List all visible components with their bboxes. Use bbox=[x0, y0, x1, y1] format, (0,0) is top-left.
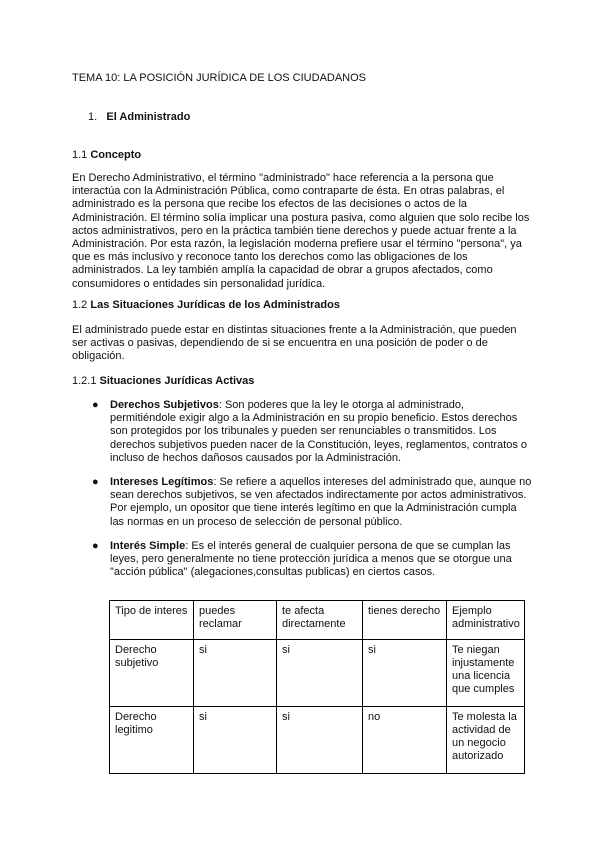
section-1-heading bbox=[88, 111, 190, 124]
bullet-icon: ● bbox=[92, 399, 99, 411]
document-title: TEMA 10: LA POSICIÓN JURÍDICA DE LOS CIUDADANOS bbox=[72, 72, 367, 84]
list-item-text: : Es el interés general de cualquier persona de que se cumplan las leyes, pero generalmente no tiene protección jurídica a menos que se otorgue una "acción pública" (alegaciones,consultas publicas) en ciertos casos. bbox=[110, 540, 512, 579]
section-1-1-title: Concepto bbox=[90, 149, 142, 161]
table-header-cell: tienes derecho bbox=[363, 601, 447, 640]
table-header-cell: Ejemplo administrativo bbox=[447, 601, 525, 640]
section-1-number: 1. bbox=[88, 111, 98, 123]
concepto-paragraph: En Derecho Administrativo, el término "administrado" hace referencia a la persona que interactúa con la Administración Pública, como contraparte de ésta. En otras palabras, el administrado es la persona que recibe los efectos de las decisiones o actos de la Administración. El término solía implicar una postura pasiva, como alguien que solo recibe los actos administrativos, pero en la práctica también tiene derechos y puede actuar frente a la Administración. Por esta razón, la legislación moderna prefiere usar el término "persona", ya que es más inclusivo y reconoce tanto los derechos como las obligaciones de los administrados. La ley también amplía la capacidad de obrar a grupos afectados, como consumidores o entidades sin personalidad jurídica. bbox=[72, 172, 530, 290]
table-header-cell: puedes reclamar bbox=[194, 601, 277, 640]
table-cell: si bbox=[194, 640, 277, 707]
table-header-row bbox=[110, 601, 525, 640]
table-cell: Derecho subjetivo bbox=[110, 640, 194, 707]
list-item bbox=[72, 476, 532, 529]
list-item bbox=[72, 540, 532, 580]
section-1-2-heading bbox=[72, 299, 340, 312]
table-cell: Derecho legitimo bbox=[110, 707, 194, 774]
bullet-icon: ● bbox=[92, 476, 99, 488]
section-1-2-title: Las Situaciones Jurídicas de los Administrados bbox=[90, 299, 340, 311]
table-header-cell: Tipo de interes bbox=[110, 601, 194, 640]
section-1-title: El Administrado bbox=[106, 111, 191, 123]
section-1-2-1-number: 1.2.1 bbox=[72, 375, 97, 387]
list-item-text: : Son poderes que la ley le otorga al administrado, permitiéndole exigir algo a la Administración en su propio beneficio. Estos derechos son protegidos por los tribunales y pueden ser renunciables o transmitidos. Los derechos subjetivos pueden nacer de la Constitución, leyes, reglamentos, contratos o incluso de hechos dañosos causados por la Administración. bbox=[110, 399, 528, 464]
section-1-1-heading bbox=[72, 149, 141, 162]
situaciones-paragraph: El administrado puede estar en distintas situaciones frente a la Administración, que pueden ser activas o pasivas, dependiendo de si se encuentra en una posición de poder o de obligación. bbox=[72, 324, 517, 363]
list-item-term: Interés Simple bbox=[110, 540, 186, 552]
list-item-text: : Se refiere a aquellos intereses del administrado que, aunque no sean derechos subjetivos, se ven afectados indirectamente por actos administrativos. Por ejemplo, un opositor que tiene interés legítimo en que la Administración cumpla las normas en un proceso de selección de personal público. bbox=[110, 476, 532, 528]
table-cell: si bbox=[363, 640, 447, 707]
list-item bbox=[72, 399, 532, 465]
table-cell: Te molesta la actividad de un negocio autorizado bbox=[447, 707, 525, 774]
table-row bbox=[110, 640, 525, 707]
interests-table bbox=[109, 600, 525, 774]
list-item-term: Intereses Legítimos bbox=[110, 476, 214, 488]
section-1-1-number: 1.1 bbox=[72, 149, 88, 161]
section-1-2-1-title: Situaciones Jurídicas Activas bbox=[99, 375, 255, 387]
table-cell: si bbox=[277, 640, 363, 707]
bullet-icon: ● bbox=[92, 540, 99, 552]
table-cell: Te niegan injustamente una licencia que cumples bbox=[447, 640, 525, 707]
table-cell: si bbox=[194, 707, 277, 774]
table-cell: no bbox=[363, 707, 447, 774]
table-row bbox=[110, 707, 525, 774]
table-header-cell: te afecta directamente bbox=[277, 601, 363, 640]
list-item-term: Derechos Subjetivos bbox=[110, 399, 219, 411]
section-1-2-number: 1.2 bbox=[72, 299, 88, 311]
table-cell: si bbox=[277, 707, 363, 774]
section-1-2-1-heading bbox=[72, 375, 254, 388]
